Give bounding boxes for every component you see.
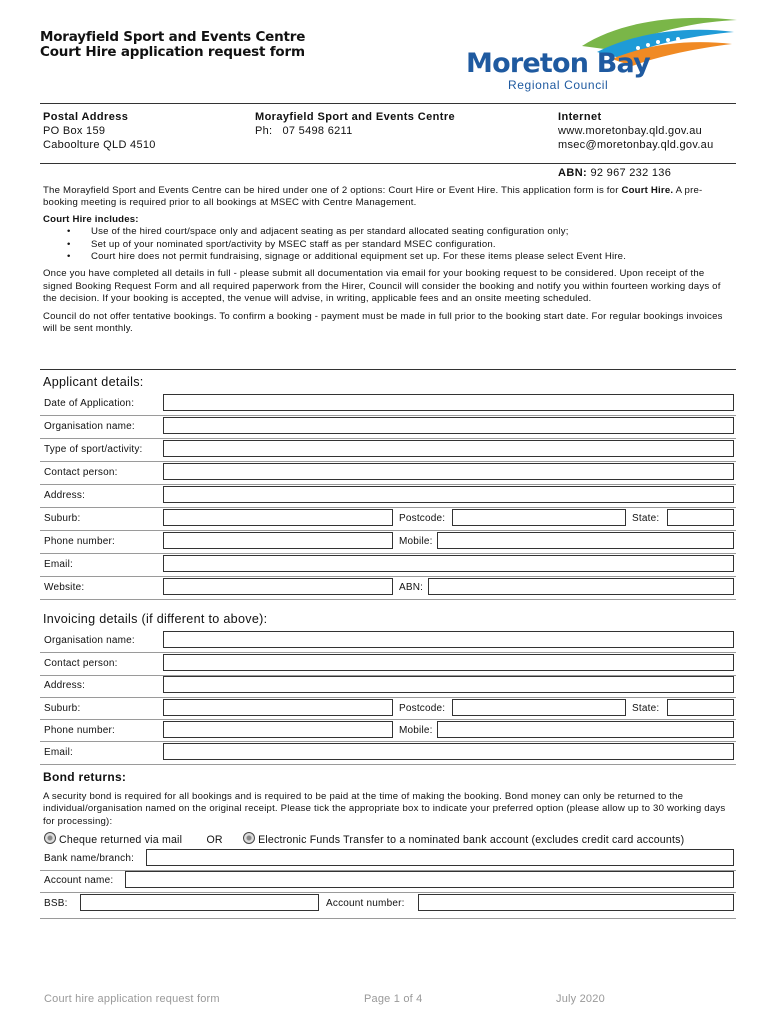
invoicing-heading: Invoicing details (if different to above): [43, 612, 268, 626]
address-field[interactable] [163, 486, 734, 503]
bond-options [44, 832, 684, 846]
abn-value: 92 967 232 136 [590, 167, 672, 179]
intro-section [43, 185, 735, 335]
date-of-application-label: Date of Application: [44, 398, 135, 409]
eft-option-label[interactable]: Electronic Funds Transfer to a nominated bank account (excludes credit card accounts) [258, 834, 685, 846]
or-text: OR [206, 834, 223, 846]
row-divider [40, 652, 736, 653]
postcode-field[interactable] [452, 509, 626, 526]
mobile-field[interactable] [437, 532, 734, 549]
row-divider [40, 415, 736, 416]
intro-paragraph-1 [43, 185, 735, 210]
postal-address [43, 110, 156, 152]
includes-list [43, 226, 735, 263]
logo-sub-text: Regional Council [508, 78, 609, 92]
invoice-phone-label: Phone number: [44, 725, 115, 736]
eft-radio-icon[interactable] [243, 832, 255, 844]
applicant-divider [40, 369, 736, 370]
account-name-field[interactable] [125, 871, 734, 888]
row-divider [40, 553, 736, 554]
row-divider [40, 484, 736, 485]
organisation-name-field[interactable] [163, 417, 734, 434]
invoice-postcode-field[interactable] [452, 699, 626, 716]
invoice-organisation-label: Organisation name: [44, 635, 135, 646]
invoice-mobile-label: Mobile: [399, 725, 433, 736]
header-divider [40, 103, 736, 104]
invoice-contact-field[interactable] [163, 654, 734, 671]
row-divider [40, 599, 736, 600]
intro-p1-rest: A pre-booking meeting is required prior to all bookings at MSEC with Centre Management. [43, 185, 703, 209]
intro-paragraph-3: Council do not offer tentative bookings. To confirm a booking - payment must be made in full prior to the booking start date. For regular bookings invoices will be sent monthly. [43, 310, 723, 335]
sport-activity-field[interactable] [163, 440, 734, 457]
phone-number-label: Phone number: [44, 536, 115, 547]
row-divider [40, 764, 736, 765]
invoice-postcode-label: Postcode: [399, 703, 446, 714]
applicant-abn-label: ABN: [399, 582, 424, 593]
document-title [40, 30, 305, 60]
intro-paragraph-2: Once you have completed all details in full - please submit all documentation via email for your booking request to be considered. Upon receipt of the signed Booking Request Form and all required paperwork from the Hirer, Council will consider the booking and notify you within fourteen working days of the decision. If your booking is accepted, the venue will advise, in writing, applicable fees and an onsite meeting scheduled. [43, 268, 721, 305]
mobile-label: Mobile: [399, 536, 433, 547]
invoice-email-label: Email: [44, 747, 73, 758]
email-label: Email: [44, 559, 73, 570]
title-line-2: Court Hire application request form [40, 44, 305, 60]
state-label: State: [632, 513, 660, 524]
bond-text: A security bond is required for all bookings and is required to be paid at the time of making the booking. Bond money can only be returned to the individual/organisation named on the original receipt. Please tick the appropriate box to indicate your preferred option (please allow up to 30 working days for processing): [43, 791, 726, 827]
sport-activity-label: Type of sport/activity: [44, 444, 143, 455]
invoice-state-field[interactable] [667, 699, 734, 716]
invoice-suburb-label: Suburb: [44, 703, 81, 714]
state-field[interactable] [667, 509, 734, 526]
postal-line-1: PO Box 159 [43, 125, 106, 137]
account-number-label: Account number: [326, 898, 405, 909]
applicant-abn-field[interactable] [428, 578, 734, 595]
row-divider [40, 438, 736, 439]
row-divider [40, 576, 736, 577]
abn-label: ABN: [558, 167, 588, 179]
account-number-field[interactable] [418, 894, 734, 911]
footer-form-name: Court hire application request form [44, 993, 220, 1005]
footer-date: July 2020 [556, 993, 605, 1005]
intro-p1-text: The Morayfield Sport and Events Centre can be hired under one of 2 options: Court Hire or Event Hire. This application form is for [43, 185, 619, 196]
invoice-mobile-field[interactable] [437, 721, 734, 738]
invoice-email-field[interactable] [163, 743, 734, 760]
list-item: • Court hire does not permit fundraising, signage or additional equipment set up. For these items please select Event Hire. [43, 251, 735, 263]
bond-heading: Bond returns: [43, 770, 127, 784]
bsb-label: BSB: [44, 898, 68, 909]
website-field[interactable] [163, 578, 393, 595]
contact-person-field[interactable] [163, 463, 734, 480]
bank-name-field[interactable] [146, 849, 734, 866]
intro-p1-bold: Court Hire. [621, 185, 674, 196]
moreton-bay-logo [462, 12, 742, 92]
contact-person-label: Contact person: [44, 467, 118, 478]
postal-heading: Postal Address [43, 111, 129, 123]
internet-website-link[interactable]: www.moretonbay.qld.gov.au [558, 125, 703, 137]
address-label: Address: [44, 490, 86, 501]
row-divider [40, 741, 736, 742]
organisation-name-label: Organisation name: [44, 421, 135, 432]
internet-email-link[interactable]: msec@moretonbay.qld.gov.au [558, 139, 714, 151]
invoice-address-label: Address: [44, 680, 86, 691]
internet-heading: Internet [558, 111, 602, 123]
account-name-label: Account name: [44, 875, 114, 886]
centre-contact [255, 110, 455, 138]
invoice-organisation-field[interactable] [163, 631, 734, 648]
date-of-application-field[interactable] [163, 394, 734, 411]
invoice-state-label: State: [632, 703, 660, 714]
invoice-suburb-field[interactable] [163, 699, 393, 716]
title-line-1: Morayfield Sport and Events Centre [40, 29, 306, 45]
suburb-field[interactable] [163, 509, 393, 526]
row-divider [40, 697, 736, 698]
cheque-option-label[interactable]: Cheque returned via mail [59, 834, 183, 846]
cheque-radio-icon[interactable] [44, 832, 56, 844]
applicant-heading: Applicant details: [43, 375, 144, 389]
suburb-label: Suburb: [44, 513, 81, 524]
list-item: • Set up of your nominated sport/activity by MSEC staff as per standard MSEC configuration. [43, 239, 735, 251]
internet-contact [558, 110, 714, 152]
list-item: • Use of the hired court/space only and adjacent seating as per standard allocated seating configuration only; [43, 226, 735, 238]
bsb-field[interactable] [80, 894, 319, 911]
invoice-phone-field[interactable] [163, 721, 393, 738]
postal-line-2: Caboolture QLD 4510 [43, 139, 156, 151]
invoice-contact-label: Contact person: [44, 658, 118, 669]
website-label: Website: [44, 582, 85, 593]
row-divider [40, 530, 736, 531]
invoice-address-field[interactable] [163, 676, 734, 693]
postcode-label: Postcode: [399, 513, 446, 524]
row-divider [40, 461, 736, 462]
bank-name-label: Bank name/branch: [44, 853, 135, 864]
centre-phone: Ph: 07 5498 6211 [255, 125, 353, 137]
abn-line [558, 166, 671, 180]
row-divider [40, 719, 736, 720]
phone-number-field[interactable] [163, 532, 393, 549]
row-divider [40, 507, 736, 508]
contact-divider [40, 163, 736, 164]
row-divider [40, 918, 736, 919]
includes-heading: Court Hire includes: [43, 213, 139, 225]
email-field[interactable] [163, 555, 734, 572]
row-divider [40, 892, 736, 893]
centre-heading: Morayfield Sport and Events Centre [255, 111, 456, 123]
footer-page-number: Page 1 of 4 [364, 993, 423, 1005]
logo-main-text: Moreton Bay [466, 48, 650, 79]
